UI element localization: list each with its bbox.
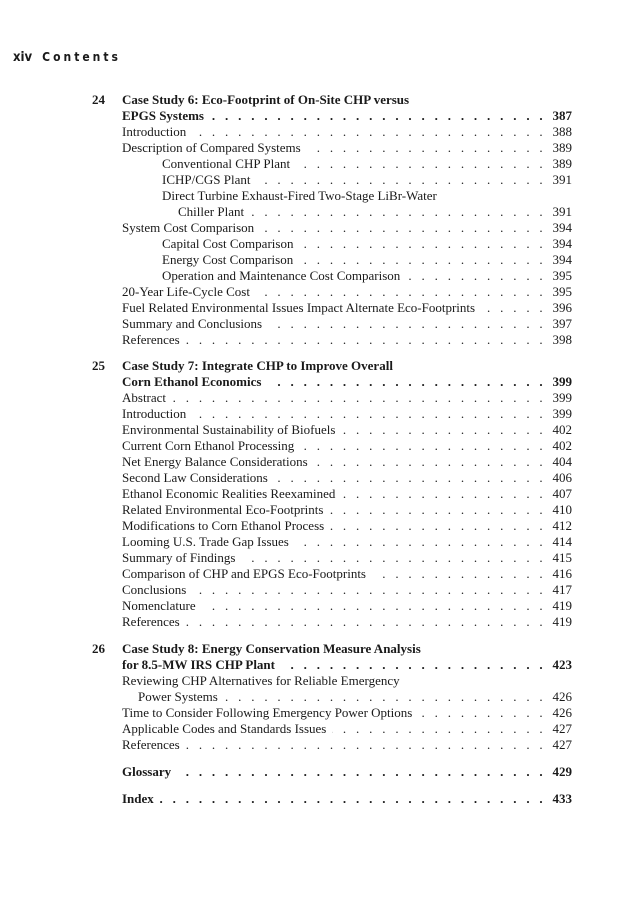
entry-page-number: 389 bbox=[547, 140, 573, 156]
chapter-title-line2[interactable] bbox=[122, 657, 572, 673]
toc-entry[interactable] bbox=[122, 518, 572, 534]
entry-title: Case Study 8: Energy Conservation Measure Analysis bbox=[122, 641, 427, 657]
chapter-number: 25 bbox=[92, 358, 105, 373]
entry-title: Summary and Conclusions bbox=[122, 316, 268, 332]
entry-title: Second Law Considerations bbox=[122, 470, 274, 486]
entry-page-number: 407 bbox=[547, 486, 573, 502]
toc-entry[interactable] bbox=[122, 721, 572, 737]
leader-dots bbox=[122, 764, 572, 780]
entry-title: Power Systems bbox=[138, 689, 224, 705]
entry-title: 20-Year Life-Cycle Cost bbox=[122, 284, 256, 300]
leader-dots bbox=[122, 737, 572, 753]
entry-title: Ethanol Economic Realities Reexamined bbox=[122, 486, 341, 502]
toc-entry[interactable] bbox=[122, 406, 572, 422]
entry-title: Nomenclature bbox=[122, 598, 202, 614]
entry-title: Index bbox=[122, 791, 160, 807]
entry-page-number: 396 bbox=[547, 300, 573, 316]
toc-entry[interactable] bbox=[122, 300, 572, 316]
entry-title: Environmental Sustainability of Biofuels bbox=[122, 422, 341, 438]
chapter-title-line1[interactable] bbox=[122, 358, 572, 374]
entry-title: References bbox=[122, 614, 186, 630]
entry-title: Energy Cost Comparison bbox=[162, 252, 299, 268]
chapter-title-line1[interactable] bbox=[122, 641, 572, 657]
toc-entry[interactable] bbox=[122, 438, 572, 454]
header-label: Contents bbox=[42, 50, 121, 64]
toc-entry[interactable] bbox=[122, 422, 572, 438]
entry-title: Modifications to Corn Ethanol Process bbox=[122, 518, 330, 534]
toc-subentry[interactable] bbox=[162, 268, 572, 284]
toc-entry[interactable] bbox=[122, 673, 572, 689]
entry-title: Related Environmental Eco-Footprints bbox=[122, 502, 329, 518]
entry-title: Introduction bbox=[122, 406, 192, 422]
chapter-number: 26 bbox=[92, 641, 105, 656]
running-head bbox=[13, 49, 121, 66]
toc-entry[interactable] bbox=[122, 124, 572, 140]
entry-page-number: 414 bbox=[547, 534, 573, 550]
leader-dots bbox=[122, 332, 572, 348]
entry-page-number: 406 bbox=[547, 470, 573, 486]
toc-entry[interactable] bbox=[122, 582, 572, 598]
entry-page-number: 426 bbox=[547, 705, 573, 721]
toc-subentry[interactable] bbox=[162, 236, 572, 252]
entry-page-number: 402 bbox=[547, 438, 573, 454]
toc-entry[interactable] bbox=[122, 502, 572, 518]
toc-entry[interactable] bbox=[122, 316, 572, 332]
toc-entry[interactable] bbox=[122, 332, 572, 348]
entry-page-number: 404 bbox=[547, 454, 573, 470]
entry-title: Abstract bbox=[122, 390, 172, 406]
toc-subentry[interactable] bbox=[178, 204, 572, 220]
entry-page-number: 433 bbox=[547, 791, 573, 807]
toc-entry[interactable] bbox=[122, 534, 572, 550]
toc-entry[interactable] bbox=[122, 470, 572, 486]
chapter-page: 423 bbox=[547, 657, 573, 673]
entry-page-number: 419 bbox=[547, 614, 573, 630]
toc-subentry[interactable] bbox=[162, 188, 572, 204]
entry-page-number: 427 bbox=[547, 721, 573, 737]
toc-subentry[interactable] bbox=[162, 172, 572, 188]
entry-title: Glossary bbox=[122, 764, 177, 780]
entry-title: Applicable Codes and Standards Issues bbox=[122, 721, 332, 737]
entry-title: Corn Ethanol Economics bbox=[122, 374, 267, 390]
chapter-page: 387 bbox=[547, 108, 573, 124]
toc-entry[interactable] bbox=[122, 220, 572, 236]
entry-page-number: 410 bbox=[547, 502, 573, 518]
entry-title: Reviewing CHP Alternatives for Reliable Emergency bbox=[122, 673, 406, 689]
entry-title: EPGS Systems bbox=[122, 108, 210, 124]
toc-entry[interactable] bbox=[122, 705, 572, 721]
toc-entry[interactable] bbox=[138, 689, 572, 705]
entry-page-number: 426 bbox=[547, 689, 573, 705]
toc-subentry[interactable] bbox=[162, 252, 572, 268]
entry-title: Case Study 7: Integrate CHP to Improve Overall bbox=[122, 358, 399, 374]
entry-title: Operation and Maintenance Cost Comparison bbox=[162, 268, 406, 284]
entry-title: Description of Compared Systems bbox=[122, 140, 307, 156]
toc-entry[interactable] bbox=[122, 550, 572, 566]
entry-page-number: 412 bbox=[547, 518, 573, 534]
toc-entry[interactable] bbox=[122, 454, 572, 470]
leader-dots bbox=[122, 390, 572, 406]
entry-page-number: 417 bbox=[547, 582, 573, 598]
entry-title: System Cost Comparison bbox=[122, 220, 260, 236]
toc-glossary[interactable] bbox=[122, 764, 572, 780]
entry-title: Summary of Findings bbox=[122, 550, 241, 566]
toc-entry[interactable] bbox=[122, 390, 572, 406]
entry-page-number: 389 bbox=[547, 156, 573, 172]
entry-title: References bbox=[122, 332, 186, 348]
entry-page-number: 419 bbox=[547, 598, 573, 614]
header-page-number: xiv bbox=[13, 50, 33, 65]
entry-page-number: 416 bbox=[547, 566, 573, 582]
entry-title: Case Study 6: Eco-Footprint of On-Site CHP versus bbox=[122, 92, 415, 108]
leader-dots bbox=[122, 614, 572, 630]
toc-entry[interactable] bbox=[122, 566, 572, 582]
entry-title: ICHP/CGS Plant bbox=[162, 172, 257, 188]
entry-title: Direct Turbine Exhaust-Fired Two-Stage LiBr-Water bbox=[162, 188, 443, 204]
toc-entry[interactable] bbox=[122, 737, 572, 753]
entry-page-number: 391 bbox=[547, 172, 573, 188]
entry-page-number: 415 bbox=[547, 550, 573, 566]
entry-title: Introduction bbox=[122, 124, 192, 140]
entry-page-number: 388 bbox=[547, 124, 573, 140]
entry-title: for 8.5-MW IRS CHP Plant bbox=[122, 657, 281, 673]
entry-title: Chiller Plant bbox=[178, 204, 250, 220]
entry-title: Looming U.S. Trade Gap Issues bbox=[122, 534, 295, 550]
toc-entry[interactable] bbox=[122, 284, 572, 300]
entry-page-number: 402 bbox=[547, 422, 573, 438]
entry-title: Fuel Related Environmental Issues Impact Alternate Eco-Footprints bbox=[122, 300, 481, 316]
entry-page-number: 395 bbox=[547, 284, 573, 300]
entry-page-number: 394 bbox=[547, 252, 573, 268]
chapter-title-line1[interactable] bbox=[122, 92, 572, 108]
entry-page-number: 427 bbox=[547, 737, 573, 753]
chapter-title-line2[interactable] bbox=[122, 108, 572, 124]
toc-entry[interactable] bbox=[122, 486, 572, 502]
entry-title: Capital Cost Comparison bbox=[162, 236, 299, 252]
entry-title: Time to Consider Following Emergency Power Options bbox=[122, 705, 418, 721]
toc-subentry[interactable] bbox=[162, 156, 572, 172]
toc-entry[interactable] bbox=[122, 614, 572, 630]
toc-entry[interactable] bbox=[122, 598, 572, 614]
chapter-title-line2[interactable] bbox=[122, 374, 572, 390]
entry-page-number: 391 bbox=[547, 204, 573, 220]
entry-page-number: 399 bbox=[547, 390, 573, 406]
entry-page-number: 429 bbox=[547, 764, 573, 780]
entry-page-number: 394 bbox=[547, 236, 573, 252]
entry-page-number: 399 bbox=[547, 406, 573, 422]
chapter-number: 24 bbox=[92, 92, 105, 107]
toc-entry[interactable] bbox=[122, 140, 572, 156]
entry-page-number: 397 bbox=[547, 316, 573, 332]
entry-page-number: 395 bbox=[547, 268, 573, 284]
entry-title: Conventional CHP Plant bbox=[162, 156, 296, 172]
entry-title: Net Energy Balance Considerations bbox=[122, 454, 314, 470]
entry-title: Current Corn Ethanol Processing bbox=[122, 438, 300, 454]
entry-title: Conclusions bbox=[122, 582, 192, 598]
toc-index[interactable] bbox=[122, 791, 572, 807]
chapter-page: 399 bbox=[547, 374, 573, 390]
entry-title: References bbox=[122, 737, 186, 753]
entry-page-number: 398 bbox=[547, 332, 573, 348]
entry-page-number: 394 bbox=[547, 220, 573, 236]
entry-title: Comparison of CHP and EPGS Eco-Footprints bbox=[122, 566, 372, 582]
leader-dots bbox=[122, 791, 572, 807]
